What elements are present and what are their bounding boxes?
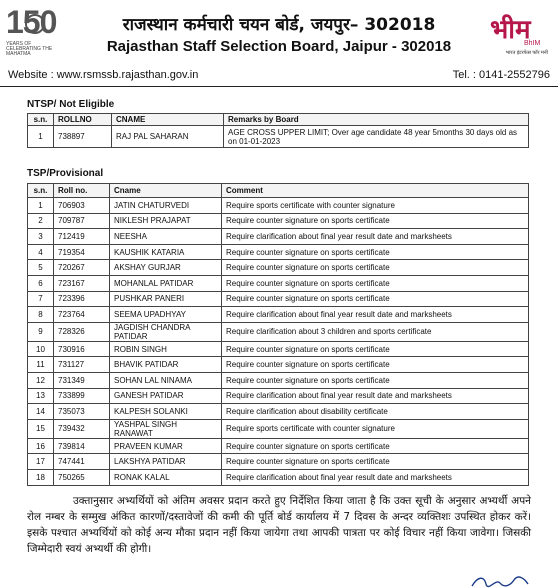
cell-roll: 739814 [54,438,110,454]
column-header-cname: CNAME [112,114,224,126]
cell-sn: 12 [28,372,54,388]
cell-roll: 731349 [54,372,110,388]
table-row [28,275,529,291]
cell-name: BHAVIK PATIDAR [110,357,222,373]
cell-sn: 1 [28,126,54,148]
column-header-roll: Roll no. [54,184,110,198]
cell-comment: Require counter signature on sports certificate [222,454,529,470]
tsp-table [27,183,529,486]
cell-name: ROBIN SINGH [110,341,222,357]
cell-cname: RAJ PAL SAHARAN [112,126,224,148]
cell-sn: 8 [28,307,54,323]
cell-roll: 706903 [54,198,110,214]
cell-sn: 11 [28,357,54,373]
cell-roll: 730916 [54,341,110,357]
table-row [28,322,529,341]
cell-name: RONAK KALAL [110,469,222,485]
cell-sn: 16 [28,438,54,454]
cell-name: PUSHKAR PANERI [110,291,222,307]
table-row [28,229,529,245]
bhim-logo-small: BhIM [524,40,541,47]
header-divider [0,86,558,87]
table-row [28,244,529,260]
ntsp-heading: NTSP/ Not Eligible [27,99,115,110]
cell-sn: 9 [28,322,54,341]
cell-roll: 731127 [54,357,110,373]
column-header-cname: Cname [110,184,222,198]
cell-comment: Require counter signature on sports certificate [222,275,529,291]
cell-comment: Require counter signature on sports certificate [222,213,529,229]
tsp-heading: TSP/Provisional [27,168,104,179]
cell-comment: Require clarification about final year result date and marksheets [222,469,529,485]
column-header-rollno: ROLLNO [54,114,112,126]
table-row [28,404,529,420]
cell-roll: 709787 [54,213,110,229]
cell-comment: Require counter signature on sports certificate [222,260,529,276]
telephone-number: Tel. : 0141-2552796 [452,69,550,81]
logo-150-subtitle: YEARS OF CELEBRATING THE MAHATMA [6,41,53,57]
cell-rollno: 738897 [54,126,112,148]
table-row [28,198,529,214]
cell-sn: 7 [28,291,54,307]
cell-name: GANESH PATIDAR [110,388,222,404]
cell-name: JAGDISH CHANDRA PATIDAR [110,322,222,341]
cell-comment: Require counter signature on sports certificate [222,244,529,260]
cell-sn: 3 [28,229,54,245]
cell-name: SEEMA UPADHYAY [110,307,222,323]
column-header-remarks: Remarks by Board [224,114,529,126]
cell-roll: 728326 [54,322,110,341]
cell-sn: 18 [28,469,54,485]
ntsp-table [27,113,529,148]
table-row [28,307,529,323]
table-row [28,419,529,438]
cell-roll: 720267 [54,260,110,276]
board-title-hindi: राजस्थान कर्मचारी चयन बोर्ड, जयपुर– 302018 [122,15,436,35]
column-header-sn: s.n. [28,184,54,198]
column-header-comment: Comment [222,184,529,198]
table-row [28,341,529,357]
cell-comment: Require clarification about disability certificate [222,404,529,420]
cell-roll: 733899 [54,388,110,404]
table-row [28,126,529,148]
cell-sn: 5 [28,260,54,276]
bhim-tagline: भारत इंटरफेस फॉर मनी [505,50,548,56]
column-header-sn: s.n. [28,114,54,126]
cell-roll: 723396 [54,291,110,307]
cell-sn: 13 [28,388,54,404]
instruction-paragraph: उक्तानुसार अभ्यर्थियों को अंतिम अवसर प्रदान करते हुए निर्देशित किया जाता है कि उक्त सूची के अनुसार अभ्यर्थी अपने रोल नम्बर के सम्मुख अंकित कारणों/दस्तावेजों की कमी की पूर्ति बोर्ड कार्यालय में 7 दिवस के अन्दर व्यक्तिशः उपस्थित होकर करें। इसके पश्चात अभ्यर्थियों को कोई अन्य मौका प्रदान नहीं किया जायेगा तथा आपकी पात्रता पर कोई विचार नहीं किया जावेगा। जिसकी जिम्मेदारी स्वयं अभ्यर्थी की होगी। [27,495,531,555]
cell-comment: Require clarification about final year result date and marksheets [222,388,529,404]
cell-roll: 747441 [54,454,110,470]
table-row [28,260,529,276]
table-row [28,291,529,307]
cell-sn: 4 [28,244,54,260]
bhim-logo [486,10,548,58]
table-row [28,388,529,404]
cell-comment: Require counter signature on sports certificate [222,341,529,357]
cell-name: KALPESH SOLANKI [110,404,222,420]
cell-roll: 735073 [54,404,110,420]
cell-comment: Require clarification about final year result date and marksheets [222,307,529,323]
cell-sn: 14 [28,404,54,420]
cell-name: MOHANLAL PATIDAR [110,275,222,291]
cell-roll: 712419 [54,229,110,245]
letterhead [0,0,558,64]
signature-scribble [470,574,530,588]
cell-sn: 1 [28,198,54,214]
board-title-english: Rajasthan Staff Selection Board, Jaipur - 302018 [106,38,452,55]
cell-comment: Require counter signature on sports certificate [222,357,529,373]
cell-name: NIKLESH PRAJAPAT [110,213,222,229]
cell-sn: 15 [28,419,54,438]
cell-name: PRAVEEN KUMAR [110,438,222,454]
cell-roll: 723764 [54,307,110,323]
cell-name: AKSHAY GURJAR [110,260,222,276]
cell-name: LAKSHYA PATIDAR [110,454,222,470]
cell-comment: Require counter signature on sports certificate [222,291,529,307]
table-header-row [28,114,529,126]
table-row [28,372,529,388]
table-row [28,357,529,373]
table-row [28,454,529,470]
cell-name: YASHPAL SINGH RANAWAT [110,419,222,438]
cell-roll: 723167 [54,275,110,291]
cell-name: SOHAN LAL NINAMA [110,372,222,388]
cell-sn: 17 [28,454,54,470]
cell-comment: Require clarification about 3 children and sports certificate [222,322,529,341]
cell-sn: 10 [28,341,54,357]
cell-remark: AGE CROSS UPPER LIMIT; Over age candidate 48 year 5months 30 days old as on 01-01-2023 [224,126,529,148]
cell-name: JATIN CHATURVEDI [110,198,222,214]
cell-roll: 750265 [54,469,110,485]
cell-name: KAUSHIK KATARIA [110,244,222,260]
website-link[interactable]: Website : www.rsmssb.rajasthan.gov.in [8,69,199,81]
cell-comment: Require sports certificate with counter signature [222,419,529,438]
cell-roll: 719354 [54,244,110,260]
table-header-row [28,184,529,198]
cell-sn: 2 [28,213,54,229]
cell-name: NEESHA [110,229,222,245]
logo-150-number: 150 [6,4,57,40]
table-row [28,438,529,454]
bhim-logo-text: भीम [490,15,531,45]
cell-roll: 739432 [54,419,110,438]
cell-sn: 6 [28,275,54,291]
cell-comment: Require clarification about final year result date and marksheets [222,229,529,245]
cell-comment: Require counter signature on sports certificate [222,372,529,388]
cell-comment: Require counter signature on sports certificate [222,438,529,454]
table-row [28,469,529,485]
cell-comment: Require sports certificate with counter signature [222,198,529,214]
table-row [28,213,529,229]
